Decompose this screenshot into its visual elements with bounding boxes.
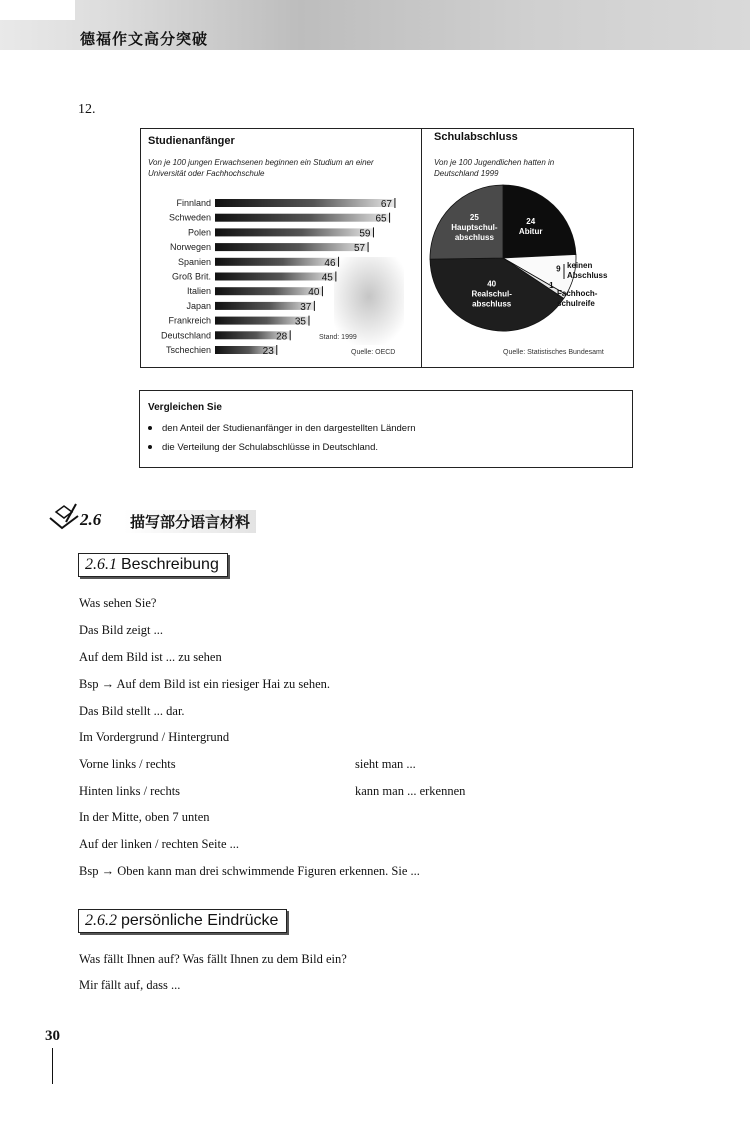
text-line-right: sieht man ...: [355, 757, 416, 771]
bar: [215, 287, 322, 295]
text-line: In der Mitte, oben 7 unten: [79, 810, 210, 824]
compare-heading: Vergleichen Sie: [148, 402, 222, 413]
bar-category-label: Frankreich: [168, 315, 211, 326]
pie-slice: [503, 185, 576, 258]
bar-category-label: Finnland: [176, 198, 211, 208]
text-line: Was fällt Ihnen auf? Was fällt Ihnen zu dem Bild ein?: [79, 952, 347, 966]
text-line: Auf der linken / rechten Seite ...: [79, 837, 240, 851]
text-line: Bsp → Oben kann man drei schwimmende Figuren erkennen. Sie ...: [79, 864, 420, 878]
page-number: 30: [45, 1028, 60, 1044]
pie-chart: [422, 129, 634, 367]
text-line: Mir fällt auf, dass ...: [79, 978, 181, 992]
text-line-right: kann man ... erkennen: [355, 784, 466, 798]
bar: [215, 258, 339, 266]
compare-item: [148, 442, 378, 453]
compare-item: [148, 423, 416, 434]
bar-category-label: Groß Brit.: [171, 271, 211, 282]
pie-chart-title: Schulabschluss: [434, 131, 518, 143]
subsection-number: 2.6.1: [85, 556, 117, 573]
pie-slice-label: 9: [556, 264, 561, 274]
bar: [215, 199, 395, 207]
bar-value-label: 23: [262, 346, 274, 357]
bar-category-label: Italien: [186, 286, 211, 297]
compare-item-text: den Anteil der Studienanfänger in den dargestellten Ländern: [162, 423, 416, 434]
bullet-icon: [148, 426, 152, 430]
bar: [215, 228, 373, 236]
bar-chart-title: Studienanfänger: [148, 135, 235, 147]
bar-category-label: Polen: [187, 227, 211, 238]
bar-chart: [141, 129, 421, 367]
bar-category-label: Spanien: [177, 256, 211, 267]
bar-category-label: Deutschland: [160, 330, 211, 341]
pie-external-label: keinen Abschluss: [567, 261, 608, 280]
text-line: Bsp → Auf dem Bild ist ein riesiger Hai zu sehen.: [79, 677, 331, 691]
book-title: 德福作文高分突破: [80, 30, 209, 48]
bar-value-label: 65: [375, 213, 387, 225]
bar-category-label: Norwegen: [169, 242, 211, 253]
chart-box: [140, 128, 634, 368]
text-line: Das Bild stellt ... dar.: [79, 704, 185, 718]
bar: [215, 273, 336, 281]
bar-value-label: 57: [353, 243, 366, 255]
bar-value-label: 46: [324, 257, 336, 269]
bar-value-label: 45: [321, 272, 333, 284]
pie-external-label: Fachhoch-schulreife: [557, 289, 598, 308]
pie-slice-label: 25 Hauptschul-abschluss: [451, 212, 498, 242]
compare-box: [139, 390, 633, 468]
student-photo: [334, 257, 404, 345]
pie-slice-label: 24 Abitur: [518, 216, 543, 236]
bar: [215, 243, 368, 251]
bar-chart-stand: Stand: 1999: [319, 334, 357, 341]
compare-item-text: die Verteilung der Schulabschlüsse in Deutschland.: [162, 442, 378, 453]
subsection-heading-beschreibung: [78, 553, 228, 577]
section-number: 2.6: [80, 510, 102, 529]
exercise-number: 12.: [78, 102, 96, 117]
page-header: [0, 0, 750, 50]
text-line: Im Vordergrund / Hintergrund: [79, 730, 230, 744]
text-line: Was sehen Sie?: [79, 596, 157, 610]
text-line: Das Bild zeigt ...: [79, 623, 164, 637]
bar-category-label: Tschechien: [165, 345, 211, 355]
bar-value-label: 37: [300, 301, 312, 313]
pie-slice-label: 1: [549, 281, 554, 291]
text-line: Hinten links / rechts: [79, 784, 181, 798]
header-strip: [0, 0, 75, 20]
text-line: Auf dem Bild ist ... zu sehen: [79, 650, 222, 664]
bar-value-label: 67: [380, 199, 392, 210]
pencil-book-icon: [48, 502, 80, 532]
bar-category-label: Japan: [186, 300, 211, 311]
pie-chart-source: Quelle: Statistisches Bundesamt: [503, 349, 604, 356]
bar-category-label: Schweden: [168, 212, 211, 223]
bar-chart-source: Quelle: OECD: [351, 349, 396, 356]
subsection-title: persönliche Eindrücke: [121, 912, 279, 929]
bar-chart-subtitle: Von je 100 jungen Erwachsenen beginnen ein Studium an einer Universität oder Fachhochschule: [148, 158, 374, 178]
pie-chart-subtitle: Von je 100 Jugendlichen hatten in Deutschland 1999: [434, 158, 555, 178]
bar-value-label: 35: [294, 316, 306, 328]
bullet-icon: [148, 445, 152, 449]
bar-value-label: 59: [359, 228, 371, 240]
pie-slice-label: 40 Realschul-abschluss: [471, 279, 512, 309]
text-line: Vorne links / rechts: [79, 757, 176, 771]
subsection-title: Beschreibung: [121, 556, 219, 573]
page-number-rule: [52, 1048, 53, 1084]
bar-value-label: 40: [308, 287, 320, 299]
bar: [215, 214, 390, 222]
subsection-number: 2.6.2: [85, 912, 117, 929]
bar-value-label: 28: [276, 331, 288, 343]
section-title: 描写部分语言材料: [124, 510, 256, 533]
subsection-heading-eindruecke: [78, 909, 287, 933]
